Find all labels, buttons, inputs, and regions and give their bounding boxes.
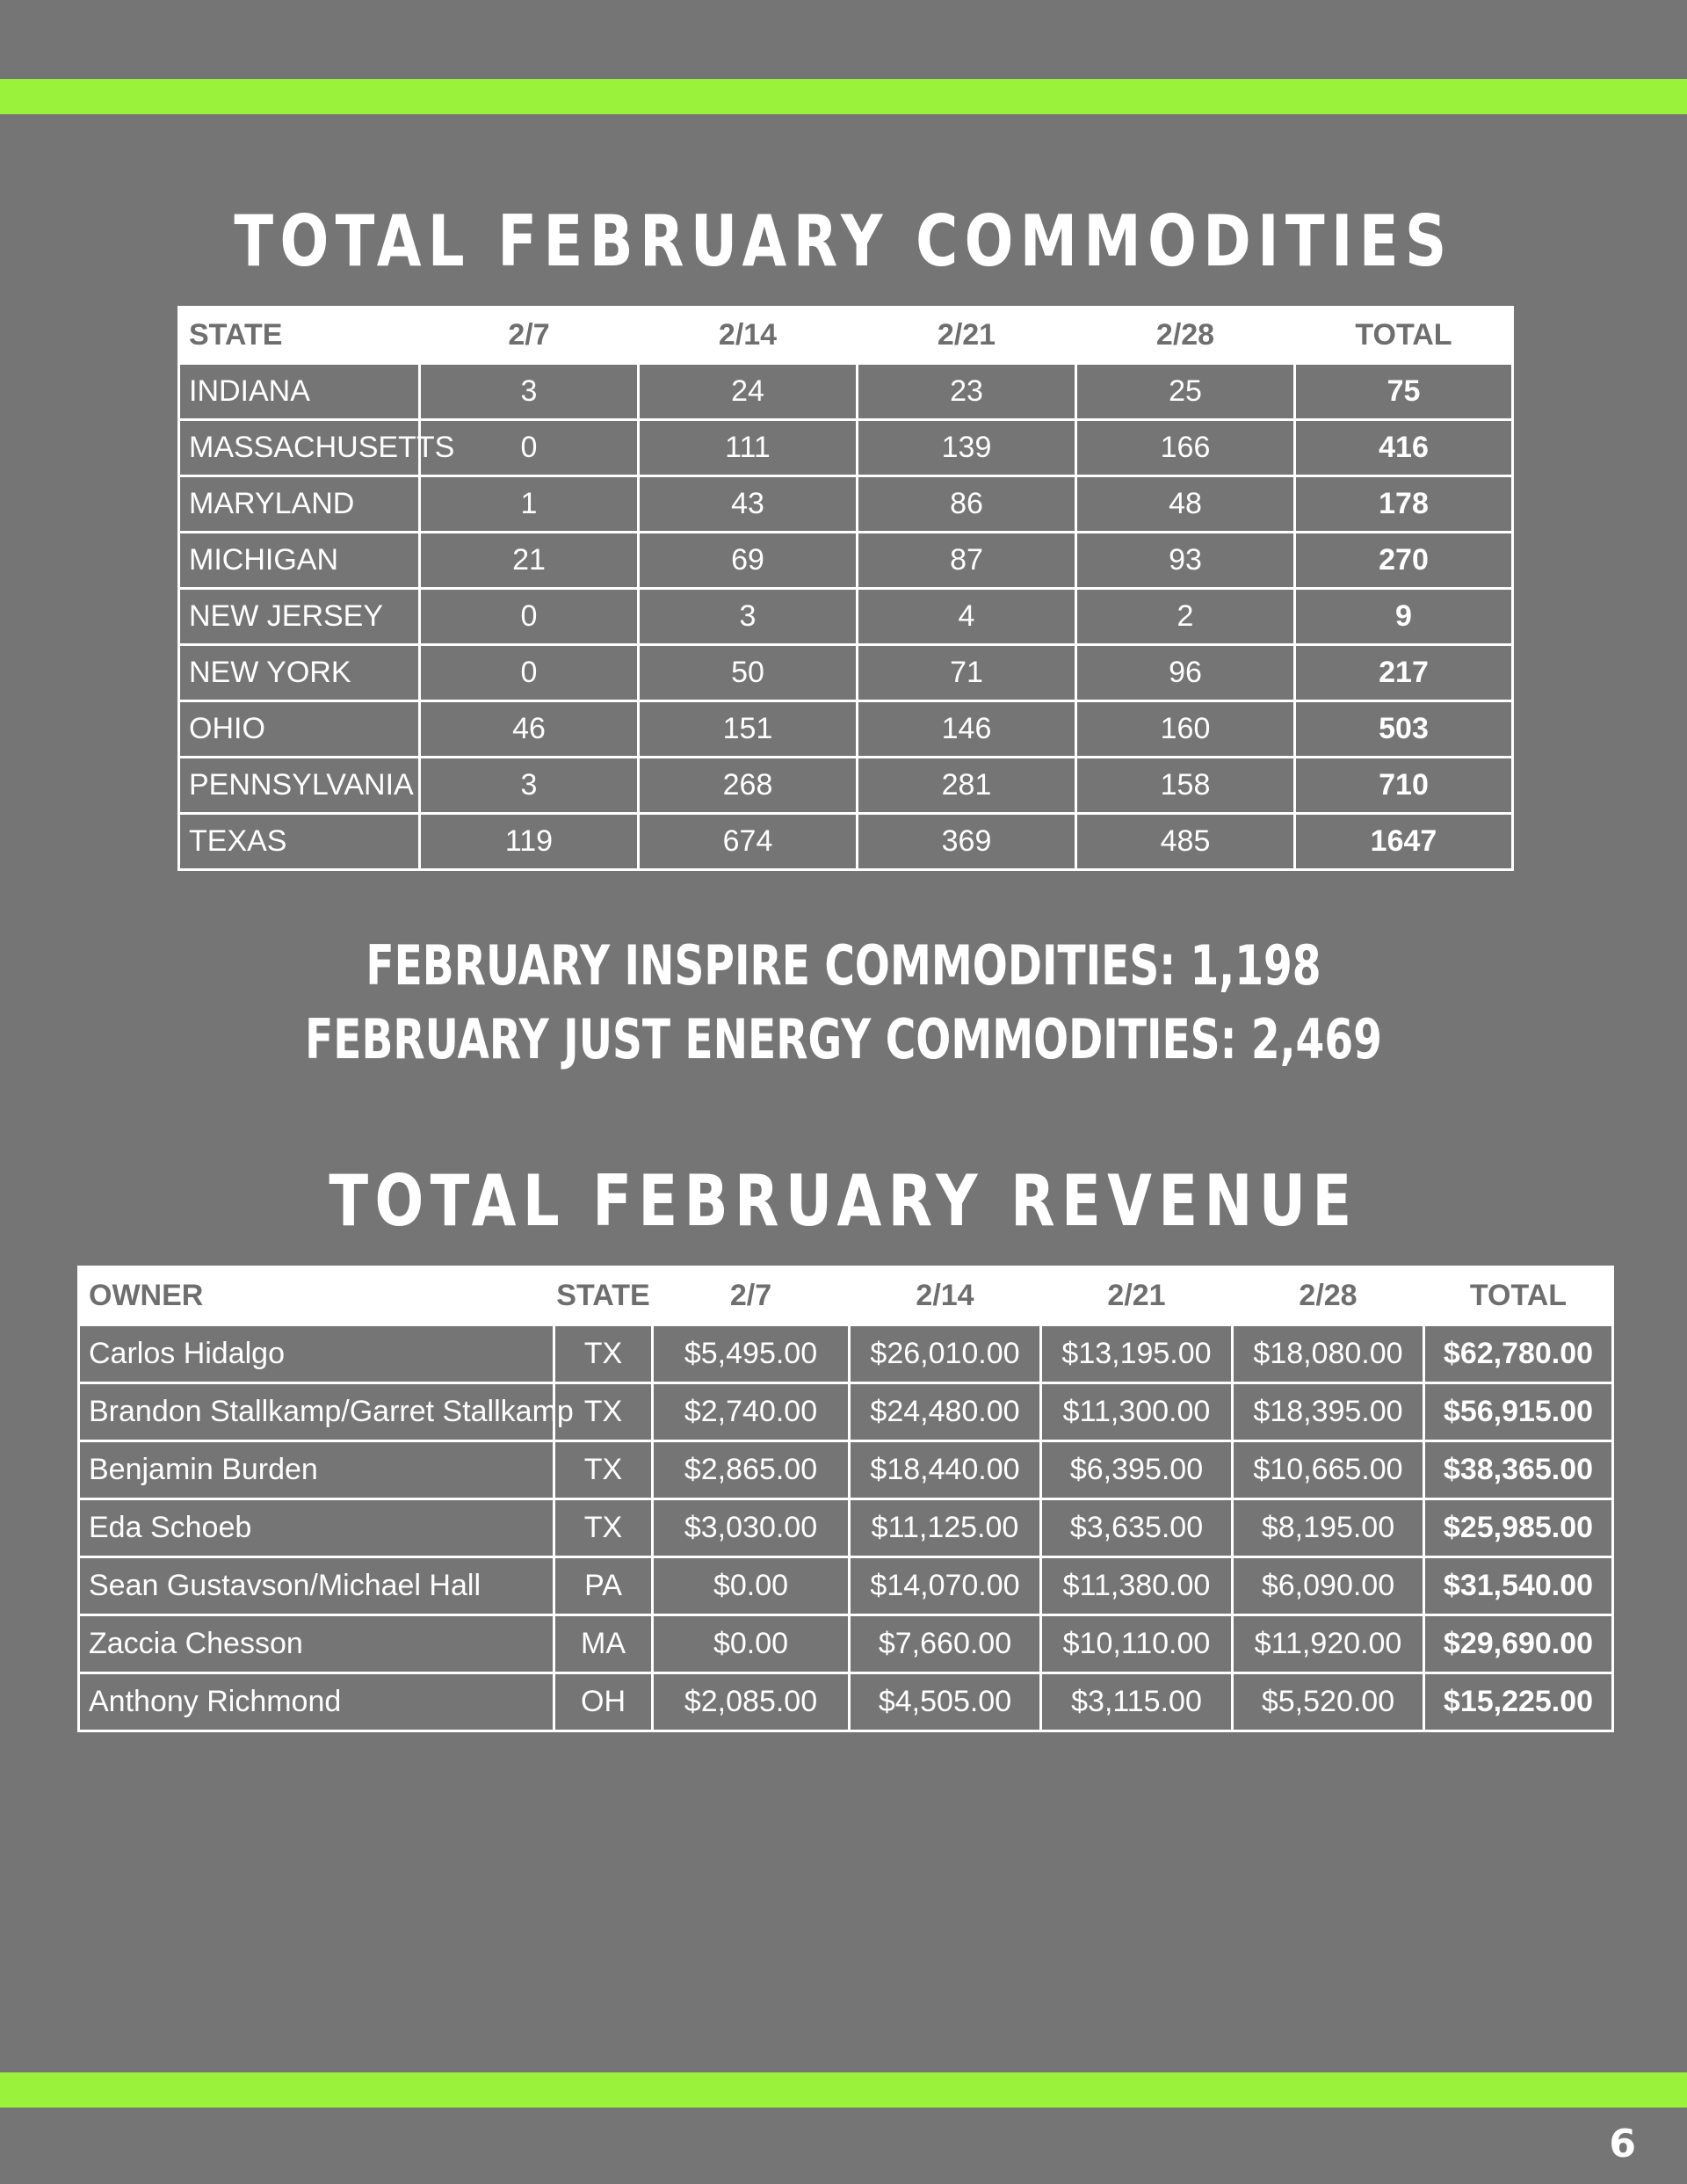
week-1-cell: $5,495.00: [653, 1325, 850, 1383]
column-header-state: STATE: [179, 308, 420, 364]
week-2-cell: 24: [639, 364, 858, 420]
week-4-cell: 485: [1076, 814, 1295, 870]
week-2-cell: $4,505.00: [850, 1673, 1041, 1731]
week-2-cell: $11,125.00: [850, 1499, 1041, 1557]
week-2-cell: 151: [639, 701, 858, 758]
state-cell: MASSACHUSETTS: [179, 420, 420, 476]
week-2-cell: 50: [639, 645, 858, 701]
week-2-cell: $24,480.00: [850, 1383, 1041, 1441]
week-1-cell: 0: [420, 420, 639, 476]
week-1-cell: 3: [420, 758, 639, 814]
column-header-week-2: 2/14: [850, 1267, 1041, 1325]
page-number: 6: [1609, 2122, 1636, 2166]
week-1-cell: 46: [420, 701, 639, 758]
column-header-week-1: 2/7: [653, 1267, 850, 1325]
week-3-cell: $6,395.00: [1041, 1441, 1233, 1499]
column-header-week-3: 2/21: [858, 308, 1076, 364]
week-3-cell: $11,300.00: [1041, 1383, 1233, 1441]
week-4-cell: 160: [1076, 701, 1295, 758]
inspire-commodities-summary: FEBRUARY INSPIRE COMMODITIES: 1,198: [366, 933, 1321, 998]
total-cell: $56,915.00: [1424, 1383, 1613, 1441]
week-3-cell: 146: [858, 701, 1076, 758]
week-1-cell: 21: [420, 533, 639, 589]
total-cell: 75: [1295, 364, 1513, 420]
week-1-cell: $2,740.00: [653, 1383, 850, 1441]
total-cell: 178: [1295, 476, 1513, 533]
table-row: [179, 758, 1513, 814]
week-2-cell: $26,010.00: [850, 1325, 1041, 1383]
owner-cell: Benjamin Burden: [79, 1441, 554, 1499]
state-cell: PENNSYLVANIA: [179, 758, 420, 814]
week-4-cell: $18,080.00: [1233, 1325, 1424, 1383]
week-1-cell: 119: [420, 814, 639, 870]
state-cell: OH: [554, 1673, 653, 1731]
week-3-cell: 369: [858, 814, 1076, 870]
week-3-cell: $3,635.00: [1041, 1499, 1233, 1557]
column-header-week-3: 2/21: [1041, 1267, 1233, 1325]
week-4-cell: 2: [1076, 589, 1295, 645]
week-2-cell: $18,440.00: [850, 1441, 1041, 1499]
week-2-cell: $7,660.00: [850, 1615, 1041, 1673]
just-energy-commodities-summary: FEBRUARY JUST ENERGY COMMODITIES: 2,469: [305, 1007, 1382, 1071]
total-cell: $25,985.00: [1424, 1499, 1613, 1557]
week-4-cell: 158: [1076, 758, 1295, 814]
week-2-cell: 674: [639, 814, 858, 870]
column-header-total: TOTAL: [1424, 1267, 1613, 1325]
table-row: [79, 1673, 1613, 1731]
week-3-cell: $10,110.00: [1041, 1615, 1233, 1673]
week-4-cell: $11,920.00: [1233, 1615, 1424, 1673]
total-cell: $62,780.00: [1424, 1325, 1613, 1383]
week-1-cell: $0.00: [653, 1557, 850, 1615]
week-3-cell: 139: [858, 420, 1076, 476]
column-header-week-1: 2/7: [420, 308, 639, 364]
week-3-cell: $3,115.00: [1041, 1673, 1233, 1731]
column-header-week-4: 2/28: [1233, 1267, 1424, 1325]
week-1-cell: $0.00: [653, 1615, 850, 1673]
week-4-cell: $6,090.00: [1233, 1557, 1424, 1615]
state-cell: NEW YORK: [179, 645, 420, 701]
table-row: [179, 814, 1513, 870]
table-row: [79, 1383, 1613, 1441]
total-cell: 217: [1295, 645, 1513, 701]
commodities-header-row: [179, 308, 1513, 364]
week-4-cell: $18,395.00: [1233, 1383, 1424, 1441]
owner-cell: Zaccia Chesson: [79, 1615, 554, 1673]
total-cell: $29,690.00: [1424, 1615, 1613, 1673]
state-cell: TX: [554, 1441, 653, 1499]
owner-cell: Carlos Hidalgo: [79, 1325, 554, 1383]
week-2-cell: 43: [639, 476, 858, 533]
week-3-cell: 71: [858, 645, 1076, 701]
week-2-cell: 268: [639, 758, 858, 814]
week-1-cell: 1: [420, 476, 639, 533]
total-cell: $31,540.00: [1424, 1557, 1613, 1615]
total-cell: 503: [1295, 701, 1513, 758]
state-cell: MA: [554, 1615, 653, 1673]
week-1-cell: $2,865.00: [653, 1441, 850, 1499]
week-4-cell: 166: [1076, 420, 1295, 476]
owner-cell: Eda Schoeb: [79, 1499, 554, 1557]
week-2-cell: 69: [639, 533, 858, 589]
table-row: [179, 533, 1513, 589]
total-cell: 1647: [1295, 814, 1513, 870]
table-row: [79, 1499, 1613, 1557]
table-row: [179, 476, 1513, 533]
week-1-cell: 0: [420, 645, 639, 701]
week-3-cell: $13,195.00: [1041, 1325, 1233, 1383]
column-header-state: STATE: [554, 1267, 653, 1325]
state-cell: PA: [554, 1557, 653, 1615]
week-1-cell: 0: [420, 589, 639, 645]
state-cell: MICHIGAN: [179, 533, 420, 589]
week-1-cell: $2,085.00: [653, 1673, 850, 1731]
total-cell: 416: [1295, 420, 1513, 476]
commodities-title: TOTAL FEBRUARY COMMODITIES: [234, 200, 1453, 282]
owner-cell: Brandon Stallkamp/Garret Stallkamp: [79, 1383, 554, 1441]
revenue-header-row: [79, 1267, 1613, 1325]
table-row: [79, 1615, 1613, 1673]
week-4-cell: 25: [1076, 364, 1295, 420]
week-2-cell: 111: [639, 420, 858, 476]
state-cell: MARYLAND: [179, 476, 420, 533]
state-cell: NEW JERSEY: [179, 589, 420, 645]
top-accent-band: [0, 79, 1687, 114]
total-cell: $15,225.00: [1424, 1673, 1613, 1731]
revenue-title: TOTAL FEBRUARY REVENUE: [329, 1160, 1358, 1242]
table-row: [179, 420, 1513, 476]
column-header-week-2: 2/14: [639, 308, 858, 364]
week-2-cell: 3: [639, 589, 858, 645]
table-row: [179, 701, 1513, 758]
total-cell: $38,365.00: [1424, 1441, 1613, 1499]
table-row: [179, 364, 1513, 420]
total-cell: 710: [1295, 758, 1513, 814]
state-cell: TX: [554, 1325, 653, 1383]
week-4-cell: $10,665.00: [1233, 1441, 1424, 1499]
week-4-cell: $8,195.00: [1233, 1499, 1424, 1557]
state-cell: TX: [554, 1383, 653, 1441]
state-cell: OHIO: [179, 701, 420, 758]
week-3-cell: $11,380.00: [1041, 1557, 1233, 1615]
total-cell: 270: [1295, 533, 1513, 589]
commodities-table: [177, 306, 1514, 871]
week-4-cell: 96: [1076, 645, 1295, 701]
bottom-accent-band: [0, 2072, 1687, 2108]
total-cell: 9: [1295, 589, 1513, 645]
table-row: [79, 1325, 1613, 1383]
week-3-cell: 281: [858, 758, 1076, 814]
week-4-cell: 93: [1076, 533, 1295, 589]
week-2-cell: $14,070.00: [850, 1557, 1041, 1615]
week-3-cell: 87: [858, 533, 1076, 589]
week-3-cell: 4: [858, 589, 1076, 645]
state-cell: INDIANA: [179, 364, 420, 420]
week-3-cell: 86: [858, 476, 1076, 533]
owner-cell: Anthony Richmond: [79, 1673, 554, 1731]
week-1-cell: $3,030.00: [653, 1499, 850, 1557]
column-header-week-4: 2/28: [1076, 308, 1295, 364]
table-row: [179, 589, 1513, 645]
state-cell: TEXAS: [179, 814, 420, 870]
revenue-table: [77, 1266, 1614, 1732]
owner-cell: Sean Gustavson/Michael Hall: [79, 1557, 554, 1615]
table-row: [79, 1441, 1613, 1499]
state-cell: TX: [554, 1499, 653, 1557]
week-1-cell: 3: [420, 364, 639, 420]
week-4-cell: 48: [1076, 476, 1295, 533]
column-header-owner: OWNER: [79, 1267, 554, 1325]
table-row: [179, 645, 1513, 701]
table-row: [79, 1557, 1613, 1615]
week-3-cell: 23: [858, 364, 1076, 420]
week-4-cell: $5,520.00: [1233, 1673, 1424, 1731]
column-header-total: TOTAL: [1295, 308, 1513, 364]
